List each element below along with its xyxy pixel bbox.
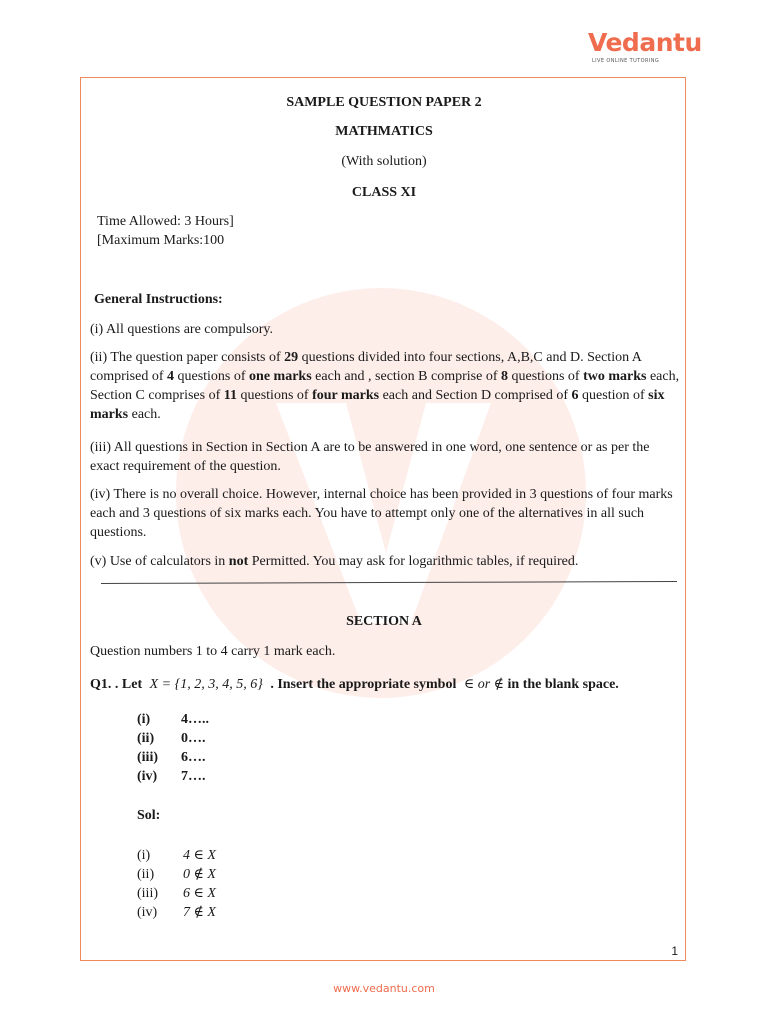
text-run: questions divided into four sections, A,B,C and D. Section A comprised of <box>90 350 642 384</box>
solution-number: (i) <box>137 848 151 863</box>
part-text: 0…. <box>181 731 206 746</box>
solution-text: 4 ∈ X <box>183 848 216 863</box>
logo-wordmark: Vedantu <box>588 28 702 57</box>
text-run: each and , section B comprise of <box>311 369 501 384</box>
solution-number: (iii) <box>137 886 158 901</box>
text-run: question of <box>578 388 649 403</box>
footer-url[interactable]: www.vedantu.com <box>333 982 435 995</box>
bold-run: four marks <box>312 388 380 403</box>
instruction-ii <box>90 348 680 424</box>
part-number: (ii) <box>137 731 155 746</box>
text-run: each, Section C comprises of <box>90 369 680 403</box>
class-label: CLASS XI <box>351 185 417 200</box>
bold-run: six marks <box>90 388 665 422</box>
question-label: Q1. <box>90 677 112 692</box>
text-run: questions of <box>508 369 584 384</box>
bold-run: 8 <box>501 369 508 384</box>
bold-run: not <box>228 554 249 569</box>
text-run: (v) Use of calculators in <box>90 554 229 569</box>
set-expression: X = {1, 2, 3, 4, 5, 6} <box>149 677 263 692</box>
solution-label: Sol: <box>137 808 161 823</box>
part-text: 7…. <box>181 769 206 784</box>
text-run: each. <box>128 407 161 422</box>
section-title: SECTION A <box>346 614 422 629</box>
bold-run: 6 <box>571 388 579 403</box>
page-number: 1 <box>671 944 678 958</box>
document-frame <box>80 77 686 961</box>
text-run: questions of <box>237 388 313 403</box>
text-run: questions of <box>173 369 250 384</box>
max-marks: [Maximum Marks:100 <box>97 233 225 248</box>
paper-title: SAMPLE QUESTION PAPER 2 <box>286 95 482 110</box>
symbol-choice: ∈ or ∉ <box>463 677 505 692</box>
text-run: (ii) The question paper consists of <box>90 350 285 365</box>
solution-number: (ii) <box>137 867 155 882</box>
solution-note: (With solution) <box>341 154 427 169</box>
part-number: (iv) <box>137 769 158 784</box>
question-1 <box>90 675 619 694</box>
text-run: Permitted. You may ask for logarithmic tables, if required. <box>248 554 579 569</box>
part-number: (iii) <box>137 750 158 765</box>
vedantu-logo <box>588 28 702 72</box>
instruction-iv: (iv) There is no overall choice. However, internal choice has been provided in 3 questions of four marks each and 3 questions of six marks each. You have to attempt only one of the alternatives in all such questions. <box>90 487 673 540</box>
question-let: . Let <box>111 677 143 692</box>
section-note: Question numbers 1 to 4 carry 1 mark each. <box>90 644 336 659</box>
part-text: 6…. <box>181 750 206 765</box>
part-number: (i) <box>137 712 151 727</box>
logo-tagline: LIVE ONLINE TUTORING <box>592 58 660 64</box>
solution-number: (iv) <box>137 905 158 920</box>
text-run: each and Section D comprised of <box>379 388 572 403</box>
time-allowed: Time Allowed: 3 Hours] <box>97 214 234 229</box>
instructions-heading: General Instructions: <box>94 292 223 307</box>
bold-run: one marks <box>249 369 312 384</box>
bold-run: two marks <box>583 369 647 384</box>
instruction-iii: (iii) All questions in Section in Section A are to be answered in one word, one sentence or as per the exact requirement of the question. <box>90 440 650 474</box>
solution-text: 7 ∉ X <box>183 905 216 920</box>
bold-run: 4 <box>166 369 174 384</box>
solution-text: 6 ∈ X <box>183 886 216 901</box>
bold-run: 11 <box>223 388 237 403</box>
solution-text: 0 ∉ X <box>183 867 216 882</box>
bold-run: 29 <box>284 350 299 365</box>
part-text: 4….. <box>181 712 209 727</box>
subject-title: MATHMATICS <box>335 124 433 139</box>
instruction-i: (i) All questions are compulsory. <box>90 322 274 337</box>
instruction-v <box>90 552 680 571</box>
question-tail: in the blank space. <box>507 677 619 692</box>
question-text: . Insert the appropriate symbol <box>270 677 457 692</box>
